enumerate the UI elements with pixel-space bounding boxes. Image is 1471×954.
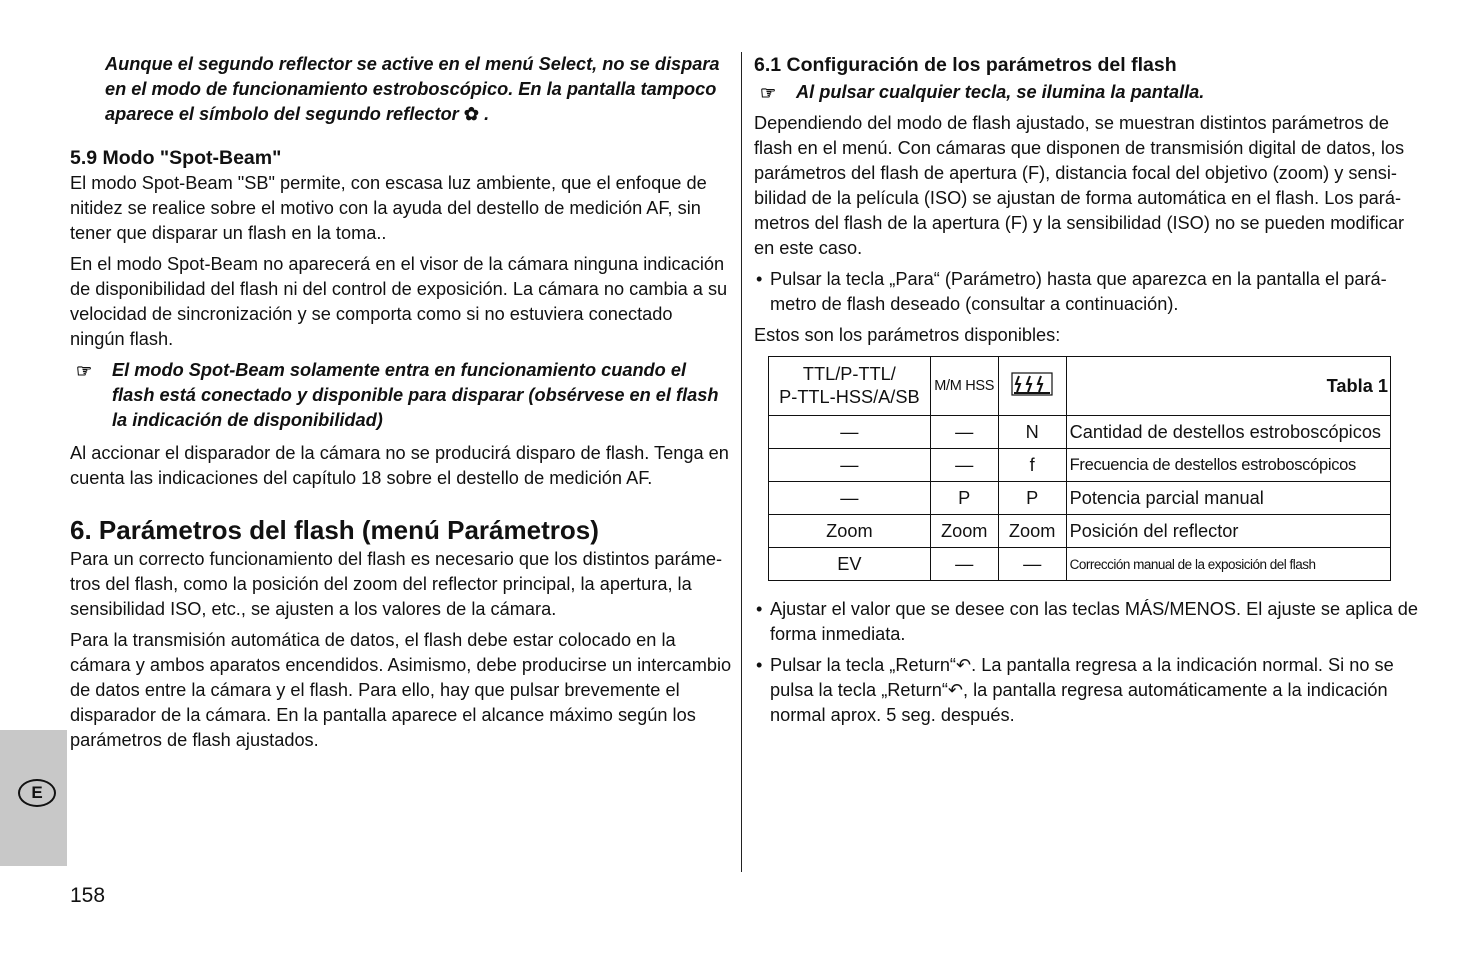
column-divider [741,52,742,872]
section-6-1-title: 6.1 Configuración de los parámetros del flash [754,54,1177,76]
section-5-9-paragraph-3: Al accionar el disparador de la cámara no se producirá disparo de flash. Tenga en cuenta las indicaciones del capítulo 18 sobre el destello de medición AF. [70,443,729,488]
stroboscopic-icon [1011,372,1053,396]
table-cell: P [998,482,1066,515]
pointing-hand-icon: ☞ [76,361,93,381]
bullet-para-key: • Pulsar la tecla „Para“ (Parámetro) hasta que aparezca en la pantalla el parámetro de flash deseado (consultar a continuación). [754,267,1418,317]
return-key-icon: ↶ [947,680,964,700]
table-cell-description: Cantidad de destellos estroboscópicos [1066,416,1390,449]
table-cell-description: Frecuencia de destellos estroboscópicos [1066,449,1390,482]
table-cell: Zoom [930,515,998,548]
section-6-1-paragraph: Dependiendo del modo de flash ajustado, se muestran distintos parámetros de flash en el menú. Con cámaras que disponen de transmisión digital de datos, los parámetros del flash de apertura (F), distancia focal del objetivo (zoom) y sensibilidad de la película (ISO) se ajustan de forma automática en el flash. Los parámetros del flash de la apertura (F) y la sensibilidad (ISO) no se pueden modificar en este caso. [754,113,1405,258]
page-number: 158 [70,884,106,907]
second-reflector-note: Aunque el segundo reflector se active en el menú Select, no se dispara en el modo de funcionamiento estroboscópico. En la pantalla tampoco aparece el símbolo del segundo reflector ✿ . [105,54,720,124]
pointing-hand-icon: ☞ [760,83,777,103]
table-row [769,515,1391,548]
table-intro: Estos son los parámetros disponibles: [754,325,1061,345]
header-stroboscopic [998,357,1066,416]
spot-beam-note: ☞ El modo Spot-Beam solamente entra en funcionamiento cuando el flash está conectado y disponible para disparar (obsérvese en el flash la indicación de disponibilidad) [76,360,719,430]
header-ttl-modes: TTL/P-TTL/ P-TTL-HSS/A/SB [769,357,931,416]
table-cell: N [998,416,1066,449]
chapter-6-paragraph-1: Para un correcto funcionamiento del flash es necesario que los distintos parámetros del flash, como la posición del zoom del reflector principal, la apertura, la sensibilidad ISO, etc., se ajusten a los valores de la cámara. [70,549,723,619]
chapter-6-title: 6. Parámetros del flash (menú Parámetros) [70,515,599,545]
table-row [769,449,1391,482]
table-cell: — [930,449,998,482]
table-header-row [769,357,1391,416]
table-cell: — [769,482,931,515]
table-row [769,416,1391,449]
section-5-9-paragraph-1: El modo Spot-Beam "SB" permite, con escasa luz ambiente, que el enfoque de nitidez se realice sobre el motivo con la ayuda del destello de medición AF, sin tener que disparar un flash en la toma.. [70,173,707,243]
section-5-9-paragraph-2: En el modo Spot-Beam no aparecerá en el visor de la cámara ninguna indicación de disponibilidad del flash ni del control de exposición. La cámara no cambia a su velocidad de sincronización y se comporta como si no estuviera conectado ningún flash. [70,254,728,349]
bullet-return-key: • Pulsar la tecla „Return“↶. La pantalla regresa a la indicación normal. Si no se pulsa la tecla „Return“↶, la pantalla regresa automáticamente a la indicación normal aprox. 5 seg. después. [754,653,1418,728]
table-cell: — [769,449,931,482]
chapter-6-paragraph-2: Para la transmisión automática de datos, el flash debe estar colocado en la cámara y ambos aparatos encendidos. Asimismo, debe producirse un intercambio de datos entre la cámara y el flash. Para ello, hay que pulsar brevemente el disparador de la cámara. En la pantalla aparece el alcance máximo según los parámetros de flash ajustados. [70,630,732,750]
table-cell: Zoom [998,515,1066,548]
table-row [769,482,1391,515]
return-key-icon: ↶ [956,655,972,675]
table-cell: EV [769,548,931,581]
language-badge: E [18,779,56,807]
table-cell: — [930,548,998,581]
bullet-plus-minus: • Ajustar el valor que se desee con las teclas MÁS/MENOS. El ajuste se aplica de forma inmediata. [754,597,1418,647]
table-cell: — [930,416,998,449]
table-cell-description: Posición del reflector [1066,515,1390,548]
header-manual-modes: M/M HSS [930,357,998,416]
second-reflector-icon: ✿ [463,104,480,124]
table-cell: Zoom [769,515,931,548]
table-cell-description: Corrección manual de la exposición del flash [1066,548,1390,581]
left-column [70,52,732,753]
table-cell: — [769,416,931,449]
table-cell: f [998,449,1066,482]
table-cell-description: Potencia parcial manual [1066,482,1390,515]
section-5-9-title: 5.9 Modo "Spot-Beam" [70,147,282,169]
table-cell: — [998,548,1066,581]
table-row [769,548,1391,581]
right-column [754,52,1418,728]
parameters-table [768,356,1391,581]
display-light-note: ☞ Al pulsar cualquier tecla, se ilumina la pantalla. [754,80,1418,105]
table-caption: Tabla 1 [1066,357,1390,416]
table-cell: P [930,482,998,515]
